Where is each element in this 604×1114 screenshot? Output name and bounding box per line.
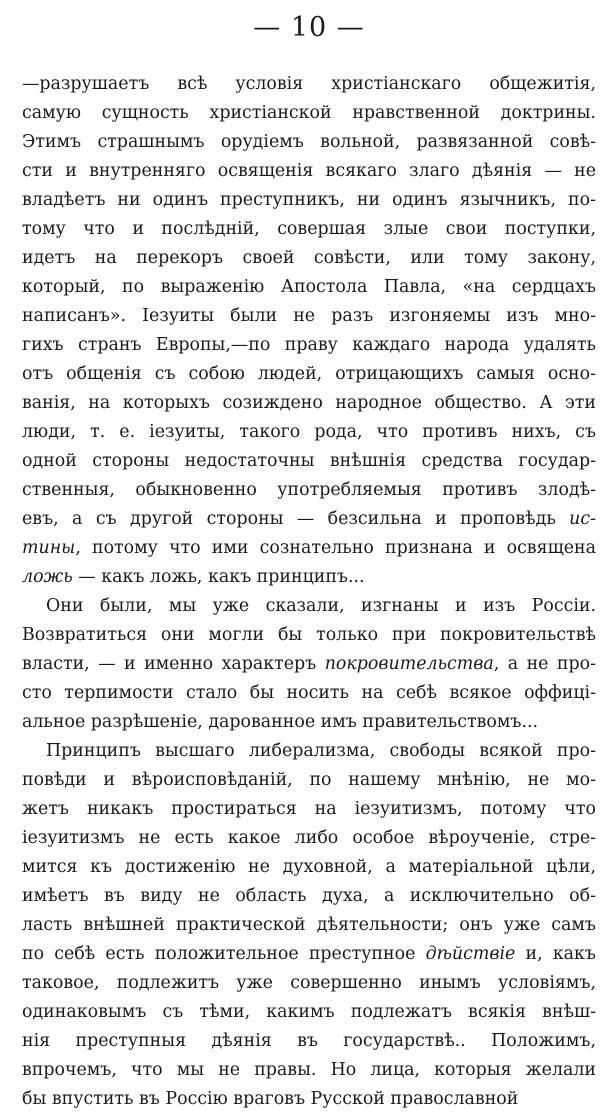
text-segment: и, какъ [515,944,596,964]
text-line [22,911,596,940]
text-segment: Этимъ страшнымъ орудіемъ вольной, развязанной совѣ- [22,132,596,152]
text-segment: идетъ на перекоръ своей совѣсти, или тому закону, [22,248,596,268]
text-line [22,621,596,650]
text-segment: который, по выраженію Апостола Павла, «на сердцахъ [22,277,596,297]
text-line [22,244,596,273]
italic-text: тины [22,538,76,558]
italic-text: дѣйствіе [425,944,516,964]
text-segment: мится къ достиженію не духовной, а матеріальной цѣли, [22,857,596,877]
text-line [22,1027,596,1056]
text-line [22,70,596,99]
text-segment: отъ общенія съ собою людей, отрицающихъ самыя осно- [22,364,596,384]
text-segment: сто терпимости стало бы носить на себѣ всякое оффиці- [22,683,596,703]
text-line [22,1085,596,1114]
text-segment: повѣди и вѣроисповѣданій, по нашему мнѣнію, не мо- [22,770,596,790]
italic-text: покровительства [324,654,494,674]
text-segment: тому что и послѣдній, совершая злые свои поступки, [22,219,596,239]
text-segment: гихъ странъ Европы,—по праву каждаго народа удалять [22,335,596,355]
text-segment: самую сущность христіанской нравственной доктрины. [22,103,596,123]
text-segment: сти и внутренняго освященія всякаго злаго дѣянія — не [22,161,596,181]
text-line [22,331,596,360]
text-line [22,476,596,505]
text-segment: Возвратиться они могли бы только при покровительствѣ [22,625,596,645]
text-line [22,99,596,128]
text-segment: таковое, подлежитъ уже совершенно инымъ условіямъ, [22,973,596,993]
paragraph [22,592,596,737]
body-text [22,70,596,1114]
text-segment: ласть внѣшней практической дѣятельности; онъ уже самъ [22,915,596,935]
text-segment: альное разрѣшеніе, дарованное имъ правительствомъ... [22,712,539,732]
text-line [22,969,596,998]
text-line [22,389,596,418]
text-segment: по себѣ есть положительное преступное [22,944,426,964]
text-line [22,505,596,534]
text-segment: Принципъ высшаго либерализма, свободы всякой про- [46,741,596,761]
text-segment: — какъ ложь, какъ принципъ... [72,567,365,587]
text-segment: люди, т. е. іезуиты, такого рода, что противъ нихъ, съ [22,422,596,442]
text-segment: , а не про- [493,654,596,674]
text-line [22,940,596,969]
text-segment: написанъ». Іезуиты были не разъ изгоняемы изъ мно- [22,306,596,326]
text-segment: одинаковымъ съ тѣми, какимъ подлежатъ всякія внѣш- [22,1002,596,1022]
italic-text: ложь [22,567,73,587]
text-segment: нія преступныя дѣянія въ государствѣ.. Положимъ, [22,1031,596,1051]
text-line [22,157,596,186]
text-segment: власти, — и именно характеръ [22,654,325,674]
text-line [22,215,596,244]
text-line [22,563,596,592]
text-line [22,708,596,737]
text-line [22,679,596,708]
text-line [22,273,596,302]
text-line [22,737,596,766]
paragraph [22,70,596,592]
text-line [22,824,596,853]
text-line [22,128,596,157]
text-line [22,418,596,447]
text-segment: ванія, на которыхъ созиждено народное общество. А эти [22,393,596,413]
text-line [22,186,596,215]
text-line [22,650,596,679]
text-line [22,1056,596,1085]
text-line [22,302,596,331]
italic-text: ис- [569,509,596,529]
text-segment: бы впустить въ Россію враговъ Русской православной [22,1089,519,1109]
text-line [22,447,596,476]
text-line [22,853,596,882]
paragraph [22,737,596,1114]
text-segment: одной стороны недостаточны внѣшнія средства государ- [22,451,596,471]
page-number: — 10 — [253,12,365,43]
text-line [22,534,596,563]
text-line [22,998,596,1027]
text-segment: имѣетъ въ виду не область духа, а исключительно об- [22,886,596,906]
text-segment: впрочемъ, что мы не правы. Но лица, которыя желали [22,1060,596,1080]
text-segment: —разрушаетъ всѣ условія христіанскаго общежитія, [22,74,596,94]
text-segment: , потому что ими сознательно признана и освящена [75,538,596,558]
text-segment: владѣетъ ни одинъ преступникъ, ни одинъ язычникъ, по- [22,190,596,210]
text-line [22,766,596,795]
text-segment: іезуитизмъ не есть какое либо особое вѣроученіе, стре- [22,828,596,848]
text-line [22,592,596,621]
text-segment: ственныя, обыкновенно употребляемыя противъ злодѣ- [22,480,596,500]
text-line [22,360,596,389]
text-segment: жетъ никакъ простираться на іезуитизмъ, потому что [22,799,596,819]
text-line [22,795,596,824]
text-line [22,882,596,911]
text-segment: Они были, мы уже сказали, изгнаны и изъ Россіи. [46,596,596,616]
text-segment: евъ, а съ другой стороны — безсильна и проповѣдь [22,509,570,529]
